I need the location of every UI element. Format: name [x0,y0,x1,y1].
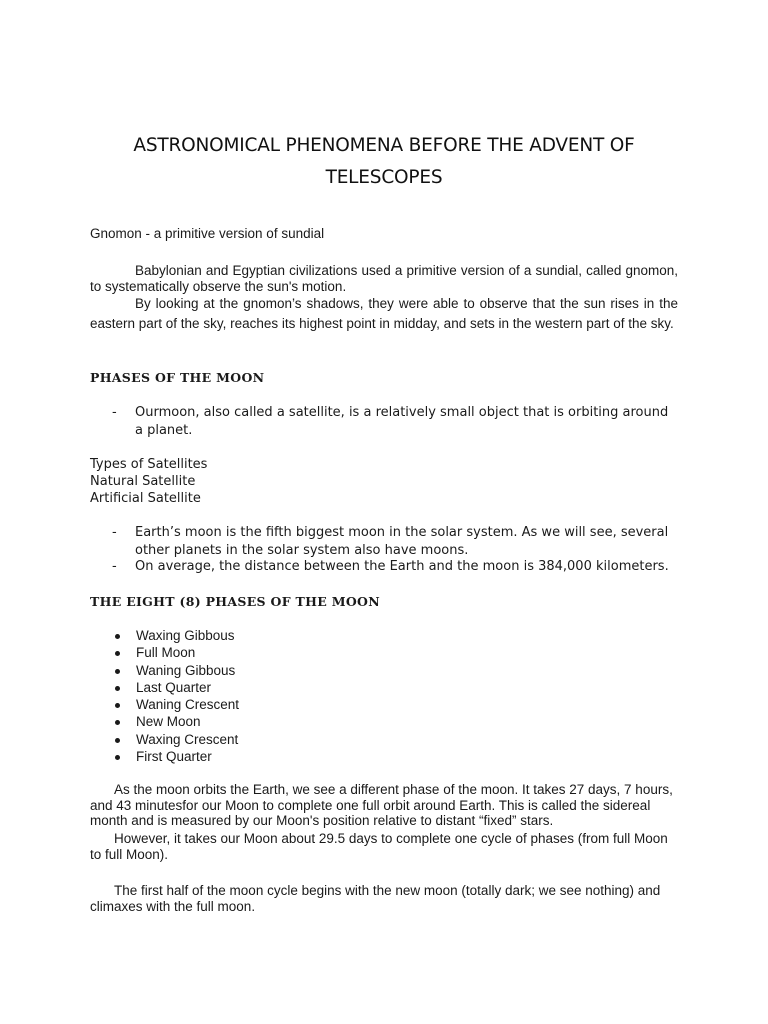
phases-heading: PHASES OF THE MOON [90,370,265,385]
moon-fact-text-1: Earth’s moon is the fifth biggest moon in the solar system. As we will see, several other planets in the solar system also have moons. [135,525,669,558]
moon-definition-item [90,404,678,439]
satellites-heading: Types of Satellites [90,457,208,472]
moon-fact-item-1 [90,524,678,559]
dash-marker: - [112,559,117,574]
bullet-icon [115,720,120,725]
dash-marker: - [112,525,117,540]
phase-label: Full Moon [136,645,196,661]
eight-phases-heading: THE EIGHT (8) PHASES OF THE MOON [90,594,380,609]
list-item [90,662,239,679]
moon-fact-text-2: On average, the distance between the Earth and the moon is 384,000 kilometers. [135,559,669,574]
title-line-2: TELESCOPES [325,167,443,188]
title-line-1: ASTRONOMICAL PHENOMENA BEFORE THE ADVENT OF [133,135,635,156]
moon-definition-text: Ourmoon, also called a satellite, is a relatively small object that is orbiting around a planet. [135,405,669,438]
list-item [90,748,239,765]
list-item [90,627,239,644]
orbit-paragraph-1: As the moon orbits the Earth, we see a different phase of the moon. It takes 27 days, 7 hours, and 43 minutesfor our Moon to complete one full orbit around Earth. This is called the sidereal month and is measured by our Moon's position relative to distant “fixed” stars. [90,782,673,828]
list-item [90,679,239,696]
bullet-icon [115,755,120,760]
phase-label: Waning Gibbous [136,662,236,678]
bullet-icon [115,669,120,674]
phase-label: Waning Crescent [136,697,240,713]
phase-label: New Moon [136,714,201,730]
satellites-list [90,456,207,507]
gnomon-paragraph-1: Babylonian and Egyptian civilizations used a primitive version of a sundial, called gnomon, to systematically observe the sun's motion. [90,263,678,294]
list-item [90,731,239,748]
phase-label: Last Quarter [136,679,212,695]
gnomon-heading: Gnomon - a primitive version of sundial [90,226,325,241]
bullet-icon [115,686,120,691]
orbit-paragraph-2: However, it takes our Moon about 29.5 days to complete one cycle of phases (from full Moon to full Moon). [90,831,668,862]
bullet-icon [115,738,120,743]
phases-list [90,627,239,765]
gnomon-paragraph-2: By looking at the gnomon’s shadows, they were able to observe that the sun rises in the eastern part of the sky, reaches its highest point in midday, and sets in the western part of the sky. [90,296,678,331]
document-title [90,130,678,194]
phase-label: Waxing Crescent [136,731,239,747]
satellite-item-natural: Natural Satellite [90,474,196,489]
phase-label: First Quarter [136,749,212,765]
list-item [90,696,239,713]
moon-fact-item-2 [90,558,678,576]
list-item [90,644,239,661]
list-item [90,713,239,730]
dash-marker: - [112,405,117,420]
phase-label: Waxing Gibbous [136,628,235,643]
satellite-item-artificial: Artificial Satellite [90,491,201,506]
bullet-icon [115,703,120,708]
bullet-icon [115,651,120,656]
bullet-icon [115,634,120,639]
cycle-paragraph: The first half of the moon cycle begins with the new moon (totally dark; we see nothing) and climaxes with the full moon. [90,883,661,914]
